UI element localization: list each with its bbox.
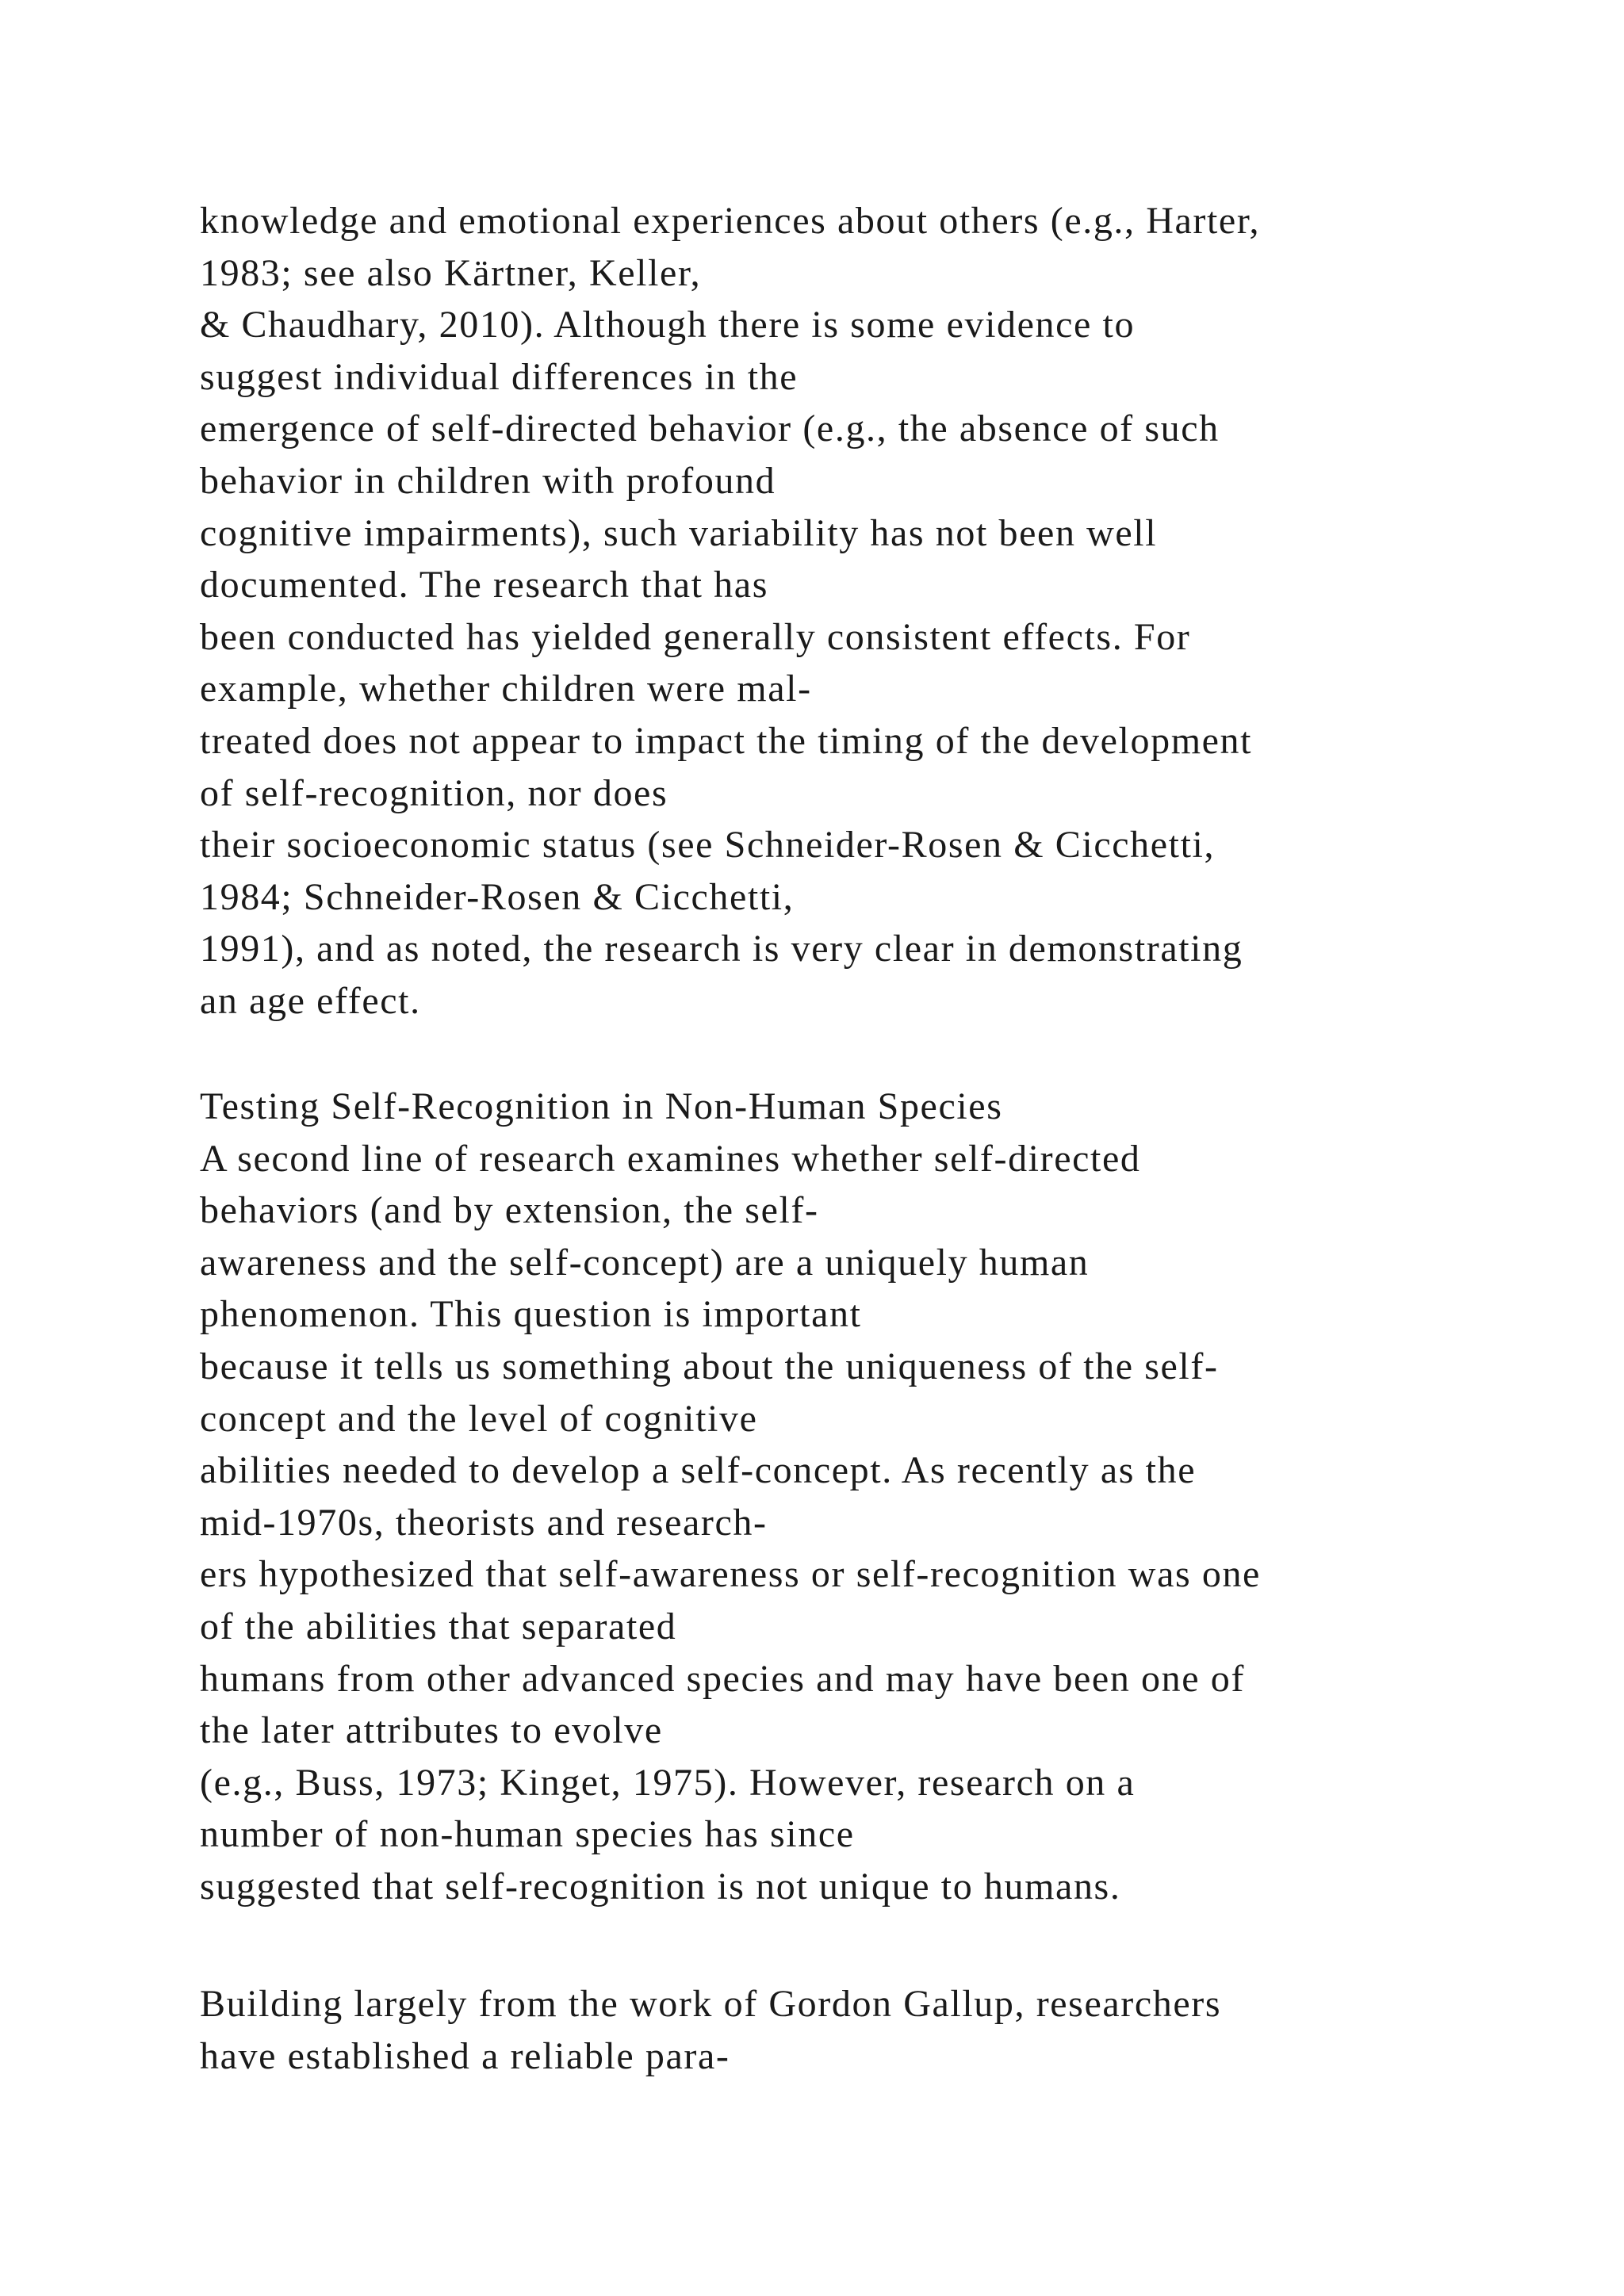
text-line: treated does not appear to impact the timing of the development: [200, 719, 1253, 762]
paragraph-gallup: [200, 1978, 1548, 2082]
paragraph-individual-differences: [200, 195, 1548, 1027]
text-line: ers hypothesized that self-awareness or self-recognition was one: [200, 1553, 1261, 1596]
text-line: the later attributes to evolve: [200, 1709, 663, 1752]
text-line: A second line of research examines whether self-directed: [200, 1137, 1141, 1180]
text-line: & Chaudhary, 2010). Although there is some evidence to: [200, 304, 1136, 346]
text-line: humans from other advanced species and may have been one of: [200, 1657, 1245, 1700]
text-line: knowledge and emotional experiences about others (e.g., Harter,: [200, 200, 1261, 242]
text-line: of the abilities that separated: [200, 1605, 677, 1647]
text-line: Building largely from the work of Gordon Gallup, researchers: [200, 1983, 1222, 2025]
text-line: emergence of self-directed behavior (e.g., the absence of such: [200, 408, 1220, 450]
text-line: concept and the level of cognitive: [200, 1397, 758, 1440]
section-heading: Testing Self-Recognition in Non-Human Species: [200, 1085, 1003, 1127]
text-line: number of non-human species has since: [200, 1813, 855, 1856]
text-line: have established a reliable para-: [200, 2034, 730, 2077]
section-non-human-species: [200, 1081, 1548, 1913]
text-line: of self-recognition, nor does: [200, 771, 668, 814]
text-line: phenomenon. This question is important: [200, 1293, 862, 1336]
text-line: suggested that self-recognition is not unique to humans.: [200, 1865, 1121, 1908]
text-line: an age effect.: [200, 979, 421, 1022]
text-line: behavior in children with profound: [200, 459, 776, 502]
text-line: cognitive impairments), such variability has not been well: [200, 511, 1158, 554]
text-line: because it tells us something about the uniqueness of the self-: [200, 1345, 1219, 1387]
text-line: 1983; see also Kärtner, Keller,: [200, 251, 702, 294]
text-line: example, whether children were mal-: [200, 668, 812, 710]
text-line: (e.g., Buss, 1973; Kinget, 1975). However, research on a: [200, 1761, 1136, 1804]
text-line: abilities needed to develop a self-concept. As recently as the: [200, 1449, 1197, 1492]
text-line: documented. The research that has: [200, 564, 768, 607]
text-line: 1991), and as noted, the research is very clear in demonstrating: [200, 928, 1243, 970]
text-line: 1984; Schneider-Rosen & Cicchetti,: [200, 875, 795, 918]
text-line: been conducted has yielded generally consistent effects. For: [200, 615, 1191, 658]
text-line: mid-1970s, theorists and research-: [200, 1501, 768, 1544]
text-line: their socioeconomic status (see Schneider-Rosen & Cicchetti,: [200, 824, 1216, 867]
text-line: suggest individual differences in the: [200, 355, 799, 398]
text-line: awareness and the self-concept) are a uniquely human: [200, 1241, 1090, 1284]
text-line: behaviors (and by extension, the self-: [200, 1189, 819, 1232]
